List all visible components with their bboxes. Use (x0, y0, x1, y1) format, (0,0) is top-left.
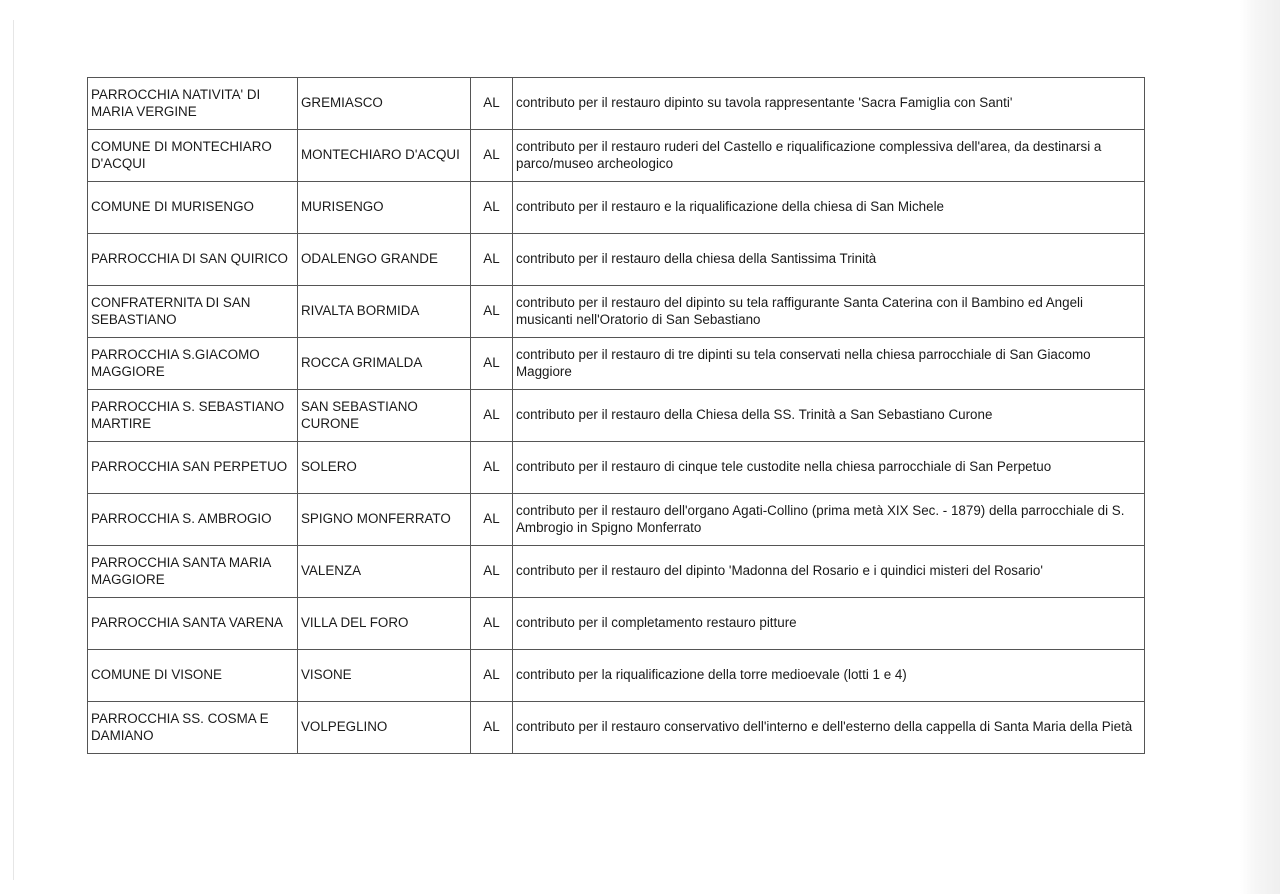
table-row (88, 546, 1145, 598)
table-row (88, 442, 1145, 494)
beneficiary-cell: PARROCCHIA SANTA MARIA MAGGIORE (88, 546, 298, 598)
table-row (88, 702, 1145, 754)
description-cell: contributo per la riqualificazione della torre medioevale (lotti 1 e 4) (513, 650, 1145, 702)
province-cell: AL (471, 442, 513, 494)
description-cell: contributo per il restauro della chiesa della Santissima Trinità (513, 234, 1145, 286)
province-cell: AL (471, 598, 513, 650)
table-row (88, 598, 1145, 650)
beneficiary-cell: COMUNE DI MURISENGO (88, 182, 298, 234)
table-row (88, 338, 1145, 390)
province-cell: AL (471, 546, 513, 598)
description-cell: contributo per il restauro ruderi del Castello e riqualificazione complessiva dell'area, da destinarsi a parco/museo archeologico (513, 130, 1145, 182)
beneficiary-cell: COMUNE DI MONTECHIARO D'ACQUI (88, 130, 298, 182)
beneficiary-cell: PARROCCHIA SANTA VARENA (88, 598, 298, 650)
grants-table (87, 77, 1145, 754)
beneficiary-cell: PARROCCHIA DI SAN QUIRICO (88, 234, 298, 286)
description-cell: contributo per il restauro di tre dipinti su tela conservati nella chiesa parrocchiale di San Giacomo Maggiore (513, 338, 1145, 390)
table-row (88, 650, 1145, 702)
scan-edge-shadow (1240, 0, 1280, 894)
table-row (88, 234, 1145, 286)
description-cell: contributo per il restauro conservativo dell'interno e dell'esterno della cappella di Santa Maria della Pietà (513, 702, 1145, 754)
province-cell: AL (471, 286, 513, 338)
municipality-cell: VISONE (298, 650, 471, 702)
municipality-cell: ODALENGO GRANDE (298, 234, 471, 286)
description-cell: contributo per il restauro della Chiesa della SS. Trinità a San Sebastiano Curone (513, 390, 1145, 442)
municipality-cell: RIVALTA BORMIDA (298, 286, 471, 338)
table-row (88, 182, 1145, 234)
province-cell: AL (471, 338, 513, 390)
province-cell: AL (471, 702, 513, 754)
municipality-cell: ROCCA GRIMALDA (298, 338, 471, 390)
municipality-cell: SAN SEBASTIANO CURONE (298, 390, 471, 442)
description-cell: contributo per il restauro del dipinto 'Madonna del Rosario e i quindici misteri del Rosario' (513, 546, 1145, 598)
municipality-cell: VILLA DEL FORO (298, 598, 471, 650)
description-cell: contributo per il restauro e la riqualificazione della chiesa di San Michele (513, 182, 1145, 234)
beneficiary-cell: COMUNE DI VISONE (88, 650, 298, 702)
municipality-cell: VALENZA (298, 546, 471, 598)
description-cell: contributo per il restauro dipinto su tavola rappresentante 'Sacra Famiglia con Santi' (513, 78, 1145, 130)
beneficiary-cell: CONFRATERNITA DI SAN SEBASTIANO (88, 286, 298, 338)
municipality-cell: GREMIASCO (298, 78, 471, 130)
beneficiary-cell: PARROCCHIA S. AMBROGIO (88, 494, 298, 546)
province-cell: AL (471, 390, 513, 442)
municipality-cell: SPIGNO MONFERRATO (298, 494, 471, 546)
beneficiary-cell: PARROCCHIA SAN PERPETUO (88, 442, 298, 494)
page-edge-line (13, 20, 14, 880)
province-cell: AL (471, 234, 513, 286)
province-cell: AL (471, 650, 513, 702)
province-cell: AL (471, 494, 513, 546)
beneficiary-cell: PARROCCHIA NATIVITA' DI MARIA VERGINE (88, 78, 298, 130)
description-cell: contributo per il restauro del dipinto su tela raffigurante Santa Caterina con il Bambino ed Angeli musicanti nell'Oratorio di San Sebastiano (513, 286, 1145, 338)
province-cell: AL (471, 78, 513, 130)
description-cell: contributo per il completamento restauro pitture (513, 598, 1145, 650)
municipality-cell: MURISENGO (298, 182, 471, 234)
grants-table-body (88, 78, 1145, 754)
table-row (88, 286, 1145, 338)
description-cell: contributo per il restauro di cinque tele custodite nella chiesa parrocchiale di San Perpetuo (513, 442, 1145, 494)
municipality-cell: MONTECHIARO D'ACQUI (298, 130, 471, 182)
table-row (88, 78, 1145, 130)
municipality-cell: SOLERO (298, 442, 471, 494)
table-row (88, 130, 1145, 182)
table-row (88, 494, 1145, 546)
municipality-cell: VOLPEGLINO (298, 702, 471, 754)
beneficiary-cell: PARROCCHIA S. SEBASTIANO MARTIRE (88, 390, 298, 442)
beneficiary-cell: PARROCCHIA S.GIACOMO MAGGIORE (88, 338, 298, 390)
province-cell: AL (471, 182, 513, 234)
description-cell: contributo per il restauro dell'organo Agati-Collino (prima metà XIX Sec. - 1879) della parrocchiale di S. Ambrogio in Spigno Monferrato (513, 494, 1145, 546)
table-row (88, 390, 1145, 442)
beneficiary-cell: PARROCCHIA SS. COSMA E DAMIANO (88, 702, 298, 754)
province-cell: AL (471, 130, 513, 182)
